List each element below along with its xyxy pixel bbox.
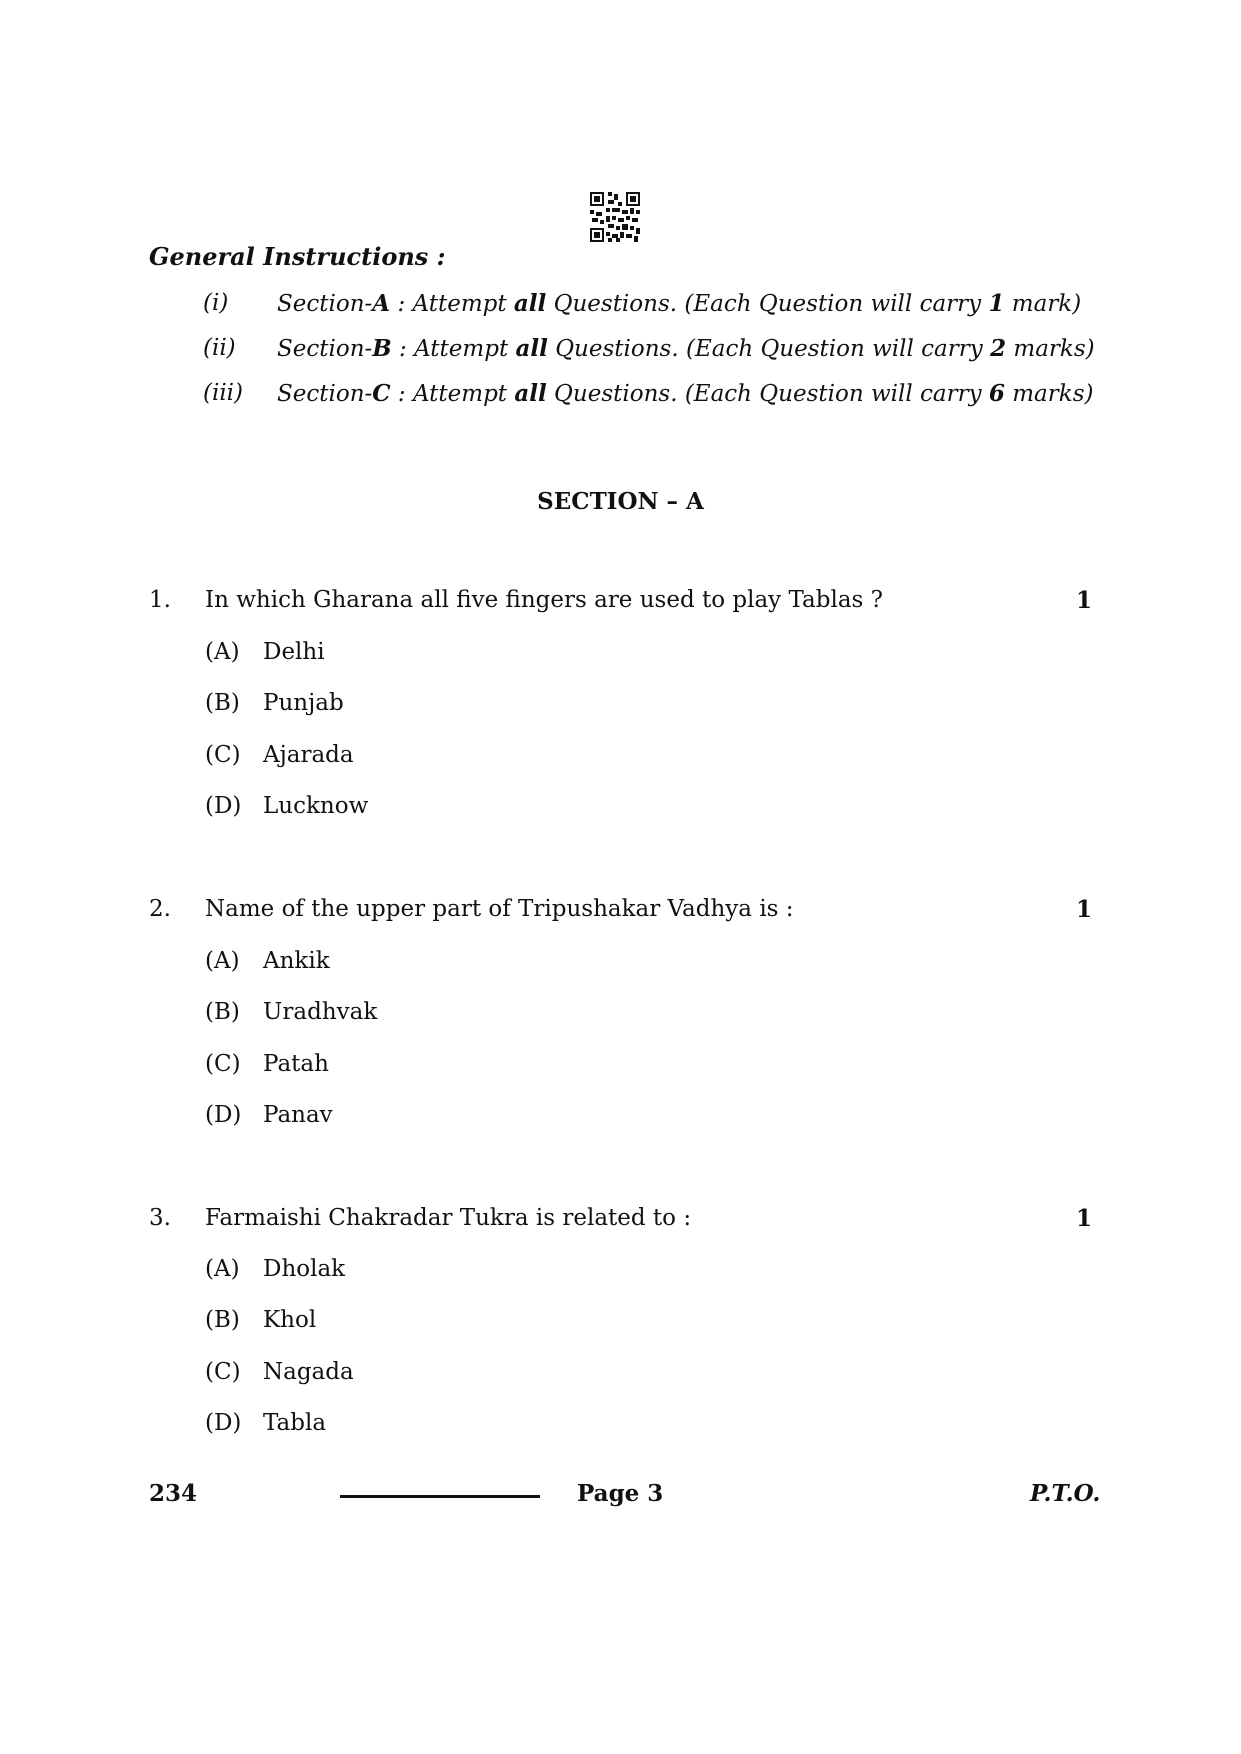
instruction-text: Section-B : Attempt all Questions. (Each Question will carry 2 marks): [277, 335, 1095, 362]
option-label: (D): [205, 793, 242, 819]
question-text: Name of the upper part of Tripushakar Vadhya is :: [205, 896, 794, 922]
option-label: (D): [205, 1410, 242, 1436]
option-text: Khol: [263, 1307, 317, 1333]
option-label: (A): [205, 948, 240, 974]
option-text: Punjab: [263, 690, 344, 716]
question-number: 3.: [149, 1205, 171, 1231]
qr-code: [590, 192, 640, 242]
question-text: Farmaishi Chakradar Tukra is related to :: [205, 1205, 692, 1231]
instruction-text: Section-C : Attempt all Questions. (Each Question will carry 6 marks): [277, 380, 1094, 407]
question-marks: 1: [1076, 896, 1093, 923]
question-text: In which Gharana all five fingers are used to play Tablas ?: [205, 587, 883, 613]
option-label: (A): [205, 639, 240, 665]
option-text: Delhi: [263, 639, 325, 665]
paper-code: 234: [149, 1480, 198, 1507]
footer-divider: [340, 1495, 540, 1498]
option-label: (A): [205, 1256, 240, 1282]
option-text: Ankik: [263, 948, 330, 974]
option-label: (D): [205, 1102, 242, 1128]
option-text: Patah: [263, 1051, 329, 1077]
option-label: (C): [205, 1051, 241, 1077]
question-number: 1.: [149, 587, 171, 613]
question-marks: 1: [1076, 1205, 1093, 1232]
option-label: (C): [205, 742, 241, 768]
option-label: (B): [205, 690, 240, 716]
option-text: Tabla: [263, 1410, 327, 1436]
instruction-text: Section-A : Attempt all Questions. (Each Question will carry 1 mark): [277, 290, 1082, 317]
general-instructions-title: General Instructions :: [149, 242, 446, 271]
option-label: (B): [205, 1307, 240, 1333]
question-marks: 1: [1076, 587, 1093, 614]
instruction-number: (iii): [203, 380, 244, 406]
section-title: SECTION – A: [537, 488, 704, 515]
page-number: Page 3: [577, 1480, 664, 1507]
option-text: Uradhvak: [263, 999, 378, 1025]
option-label: (B): [205, 999, 240, 1025]
instruction-number: (ii): [203, 335, 236, 361]
page-footer: [0, 1480, 1241, 1510]
option-label: (C): [205, 1359, 241, 1385]
question-number: 2.: [149, 896, 171, 922]
option-text: Dholak: [263, 1256, 346, 1282]
option-text: Lucknow: [263, 793, 369, 819]
option-text: Panav: [263, 1102, 333, 1128]
option-text: Ajarada: [263, 742, 354, 768]
option-text: Nagada: [263, 1359, 354, 1385]
instruction-number: (i): [203, 290, 229, 316]
pto-label: P.T.O.: [1030, 1480, 1101, 1507]
